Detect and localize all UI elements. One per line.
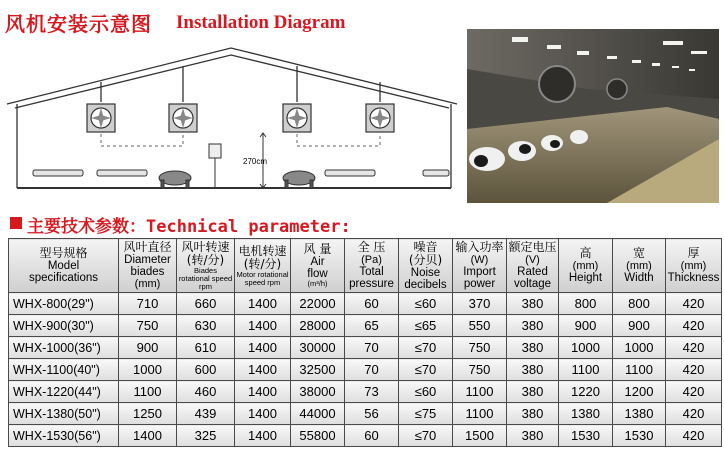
cell-thickness: 420 (666, 359, 722, 381)
roof-outline (7, 48, 457, 104)
cell-air-flow: 44000 (291, 403, 345, 425)
cell-model: WHX-1530(56") (9, 425, 119, 447)
cell-pressure: 56 (345, 403, 399, 425)
header-row (9, 239, 722, 293)
cell-motor-speed: 1400 (235, 337, 291, 359)
cell-air-flow: 22000 (291, 293, 345, 315)
cell-blade-speed: 325 (177, 425, 235, 447)
cell-model: WHX-1100(40") (9, 359, 119, 381)
cow-icon (283, 171, 315, 188)
cow-icon (159, 171, 191, 188)
cell-noise: ≤65 (399, 315, 453, 337)
cell-air-flow: 32500 (291, 359, 345, 381)
cell-noise: ≤70 (399, 337, 453, 359)
table-row (9, 403, 722, 425)
cell-voltage: 380 (507, 359, 559, 381)
cell-blade-speed: 610 (177, 337, 235, 359)
header-diameter: 风叶直径 Diameter biades (mm) (119, 239, 177, 293)
cell-width: 1200 (613, 381, 666, 403)
cell-blade-speed: 460 (177, 381, 235, 403)
cell-width: 1000 (613, 337, 666, 359)
cell-motor-speed: 1400 (235, 359, 291, 381)
cell-motor-speed: 1400 (235, 315, 291, 337)
barn-photo (467, 29, 719, 203)
header-motor-speed: 电机转速 (转/分) Motor rotational speed rpm (235, 239, 291, 293)
fan-icon (169, 104, 197, 132)
cell-diameter: 1400 (119, 425, 177, 447)
cell-motor-speed: 1400 (235, 425, 291, 447)
cell-diameter: 750 (119, 315, 177, 337)
header-pressure: 全 压 (Pa) Total pressure (345, 239, 399, 293)
header-noise: 噪音 (分贝) Noise decibels (399, 239, 453, 293)
cell-model: WHX-900(30") (9, 315, 119, 337)
cell-power: 370 (453, 293, 507, 315)
cell-pressure: 65 (345, 315, 399, 337)
cell-diameter: 1000 (119, 359, 177, 381)
cell-power: 1100 (453, 381, 507, 403)
fan-icon (87, 104, 115, 132)
cell-pressure: 60 (345, 425, 399, 447)
table-row (9, 293, 722, 315)
cell-model: WHX-1220(44") (9, 381, 119, 403)
header-voltage: 额定电压 (V) Rated voltage (507, 239, 559, 293)
cell-noise: ≤60 (399, 293, 453, 315)
cell-power: 1500 (453, 425, 507, 447)
section-marker (10, 217, 22, 229)
cell-pressure: 73 (345, 381, 399, 403)
cell-width: 900 (613, 315, 666, 337)
cell-voltage: 380 (507, 403, 559, 425)
fan-icon (283, 104, 311, 132)
cell-thickness: 420 (666, 315, 722, 337)
cell-thickness: 420 (666, 381, 722, 403)
cell-voltage: 380 (507, 315, 559, 337)
cell-power: 750 (453, 359, 507, 381)
installation-diagram (5, 38, 460, 208)
table-row (9, 425, 722, 447)
cell-voltage: 380 (507, 381, 559, 403)
title-chinese: 风机安装示意图 (5, 12, 152, 36)
cell-diameter: 710 (119, 293, 177, 315)
cell-noise: ≤75 (399, 403, 453, 425)
cell-pressure: 70 (345, 359, 399, 381)
cell-voltage: 380 (507, 425, 559, 447)
header-model: 型号规格 Model specifications (9, 239, 119, 293)
cell-diameter: 1250 (119, 403, 177, 425)
cell-thickness: 420 (666, 403, 722, 425)
cell-height: 800 (559, 293, 613, 315)
cell-noise: ≤70 (399, 425, 453, 447)
header-power: 输入功率 (W) Import power (453, 239, 507, 293)
cell-motor-speed: 1400 (235, 381, 291, 403)
cell-width: 1530 (613, 425, 666, 447)
cell-pressure: 70 (345, 337, 399, 359)
cell-model: WHX-1380(50") (9, 403, 119, 425)
fan-icon (366, 104, 394, 132)
cell-voltage: 380 (507, 293, 559, 315)
table-row (9, 381, 722, 403)
cell-width: 1380 (613, 403, 666, 425)
cell-height: 1000 (559, 337, 613, 359)
cell-width: 800 (613, 293, 666, 315)
cell-model: WHX-1000(36") (9, 337, 119, 359)
cell-air-flow: 28000 (291, 315, 345, 337)
header-height: 高 (mm) Height (559, 239, 613, 293)
cell-voltage: 380 (507, 337, 559, 359)
table-row (9, 359, 722, 381)
technical-parameter-heading: 主要技术参数：Technical parameter: (27, 217, 351, 237)
cell-blade-speed: 660 (177, 293, 235, 315)
cell-blade-speed: 600 (177, 359, 235, 381)
table-row (9, 315, 722, 337)
header-blade-speed: 风叶转速 (转/分) Biades rotational speed rpm (177, 239, 235, 293)
cell-power: 1100 (453, 403, 507, 425)
cell-height: 900 (559, 315, 613, 337)
control-box (209, 144, 221, 158)
cell-air-flow: 55800 (291, 425, 345, 447)
cell-noise: ≤70 (399, 359, 453, 381)
cell-pressure: 60 (345, 293, 399, 315)
title-english: Installation Diagram (176, 12, 346, 33)
roof-inner (15, 55, 449, 108)
cell-height: 1530 (559, 425, 613, 447)
cell-thickness: 420 (666, 293, 722, 315)
spec-table (8, 238, 722, 447)
header-width: 宽 (mm) Width (613, 239, 666, 293)
cell-thickness: 420 (666, 425, 722, 447)
cell-motor-speed: 1400 (235, 293, 291, 315)
cell-height: 1220 (559, 381, 613, 403)
cell-motor-speed: 1400 (235, 403, 291, 425)
cell-air-flow: 38000 (291, 381, 345, 403)
cell-model: WHX-800(29") (9, 293, 119, 315)
table-row (9, 337, 722, 359)
cell-air-flow: 30000 (291, 337, 345, 359)
header-air-flow: 风 量 Air flow (m³/h) (291, 239, 345, 293)
height-label: 270cm (243, 157, 268, 166)
cell-noise: ≤60 (399, 381, 453, 403)
cell-diameter: 1100 (119, 381, 177, 403)
cell-power: 550 (453, 315, 507, 337)
cell-diameter: 900 (119, 337, 177, 359)
cell-height: 1100 (559, 359, 613, 381)
cell-blade-speed: 630 (177, 315, 235, 337)
cell-width: 1100 (613, 359, 666, 381)
cell-power: 750 (453, 337, 507, 359)
cell-height: 1380 (559, 403, 613, 425)
cell-blade-speed: 439 (177, 403, 235, 425)
cell-thickness: 420 (666, 337, 722, 359)
header-thickness: 厚 (mm) Thickness (666, 239, 722, 293)
